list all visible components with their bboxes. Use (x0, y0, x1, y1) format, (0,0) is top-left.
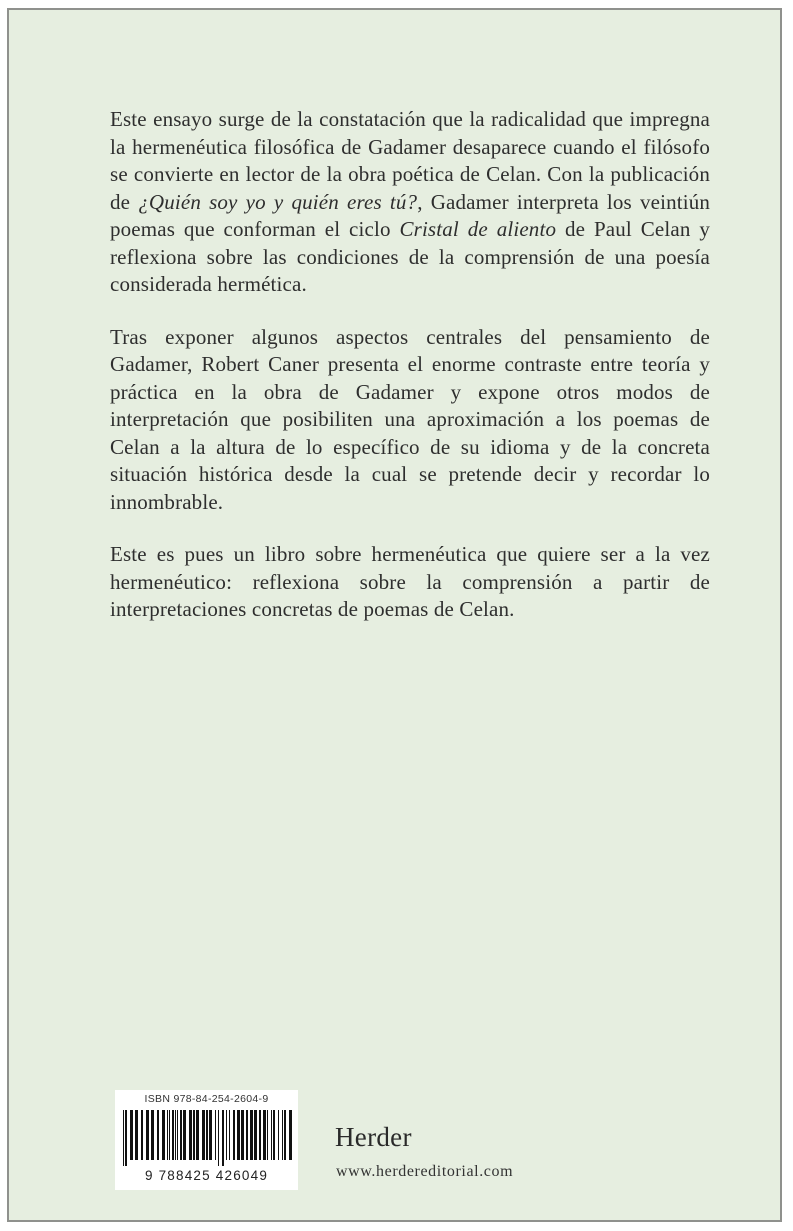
barcode-bar (267, 1110, 268, 1160)
barcode-bar (175, 1110, 176, 1160)
barcode-bar (183, 1110, 186, 1160)
barcode-bar (167, 1110, 168, 1160)
barcode-bar (123, 1110, 124, 1166)
barcode-bar (273, 1110, 275, 1160)
isbn-label: ISBN 978-84-254-2604-9 (144, 1093, 269, 1105)
barcode-bar (157, 1110, 159, 1160)
blurb-text (110, 106, 710, 649)
book-title-quien-soy-yo: ¿Quién soy yo y quién eres tú? (138, 189, 418, 214)
paragraph-2-segment-1: Tras exponer algunos aspectos centrales del pensamiento de Gadamer, Robert Caner presenta el enorme contraste entre teoría y práctica en la obra de Gadamer y expone otros modos de interpretación que posibiliten una aproximación a los poemas de Celan a la altura de lo específico de su idioma y de la concreta situación histórica desde la cual se pretende decir y recordar lo innombrable. (110, 324, 710, 514)
paragraph-1-segment-5: de Paul Celan y reflexiona sobre las condiciones de la comprensión de una poesía considerada hermética. (110, 217, 710, 296)
barcode-bar (130, 1110, 133, 1160)
barcode-bar (151, 1110, 154, 1160)
barcode-bar (284, 1110, 286, 1160)
barcode-bar (278, 1110, 279, 1160)
barcode-bar (177, 1110, 178, 1160)
paragraph-1-segment-1: Este ensayo surge de la constatación que la radicalidad que impregna la hermenéutica filosófica de Gadamer desaparece cuando el filósofo se convierte en lector de la obra poética de Celan. Con la publicación de (110, 107, 710, 214)
barcode-bar (250, 1110, 253, 1160)
barcode-digits: 9 788425 426049 (144, 1168, 269, 1183)
barcode-bar (180, 1110, 182, 1160)
barcode-bar (254, 1110, 257, 1160)
back-cover (7, 8, 782, 1222)
publisher-name: Herder (335, 1122, 412, 1152)
barcode-bar (169, 1110, 170, 1160)
barcode-bar (229, 1110, 230, 1160)
paragraph-3-segment-1: Este es pues un libro sobre hermenéutica que quiere ser a la vez hermenéutico: reflexiona sobre la comprensión a partir de interpretaciones concretas de poemas de Celan. (110, 542, 710, 621)
barcode-bar (146, 1110, 149, 1160)
barcode-bar (189, 1110, 192, 1160)
barcode-bar (202, 1110, 205, 1160)
barcode-bar (218, 1110, 219, 1166)
book-title-cristal-de-aliento: Cristal de aliento (399, 217, 557, 241)
blurb-paragraph-2 (110, 324, 710, 517)
barcode-bar (263, 1110, 266, 1160)
barcode-bar (271, 1110, 272, 1160)
barcode-bar (282, 1110, 283, 1160)
barcode-bar (222, 1110, 224, 1166)
barcode-bar (193, 1110, 195, 1160)
barcode-bar (135, 1110, 138, 1160)
barcode-bar (162, 1110, 165, 1160)
barcode-bar (141, 1110, 143, 1160)
barcode-bar (206, 1110, 208, 1160)
barcode-bar (237, 1110, 240, 1160)
barcode-bar (233, 1110, 235, 1160)
blurb-paragraph-3 (110, 541, 710, 624)
barcode-bar (246, 1110, 248, 1160)
barcode-bar (259, 1110, 261, 1160)
barcode-bar (125, 1110, 127, 1166)
barcode-bar (196, 1110, 199, 1160)
blurb-paragraph-1 (110, 106, 710, 299)
isbn-barcode (115, 1090, 298, 1190)
barcode-bar (209, 1110, 212, 1160)
barcode-bar (241, 1110, 244, 1160)
barcode-bars (123, 1110, 293, 1166)
publisher-url: www.herdereditorial.com (336, 1163, 514, 1180)
barcode-bar (289, 1110, 292, 1160)
barcode-bar (172, 1110, 174, 1160)
barcode-bar (215, 1110, 216, 1160)
barcode-bar (226, 1110, 227, 1160)
paragraph-1-segment-3: , Gadamer interpreta los veintiún poemas que conforman el ciclo (110, 189, 710, 241)
